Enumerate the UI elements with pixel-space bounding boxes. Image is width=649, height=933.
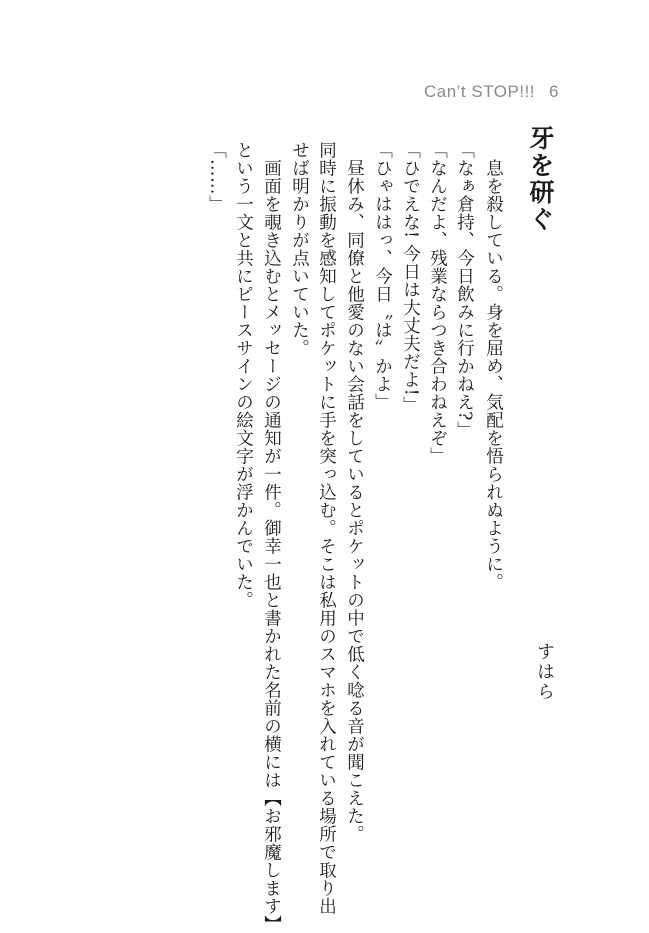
text-line: 「ひゃははっ、今日〝は〟かよ」 xyxy=(372,141,393,411)
page-number: 6 xyxy=(549,82,559,101)
text-line: 「ひでえな! 今日は大丈夫だよ!」 xyxy=(400,141,421,415)
story-title: 牙を研ぐ xyxy=(526,125,555,233)
running-title: Can’t STOP!!! xyxy=(423,82,536,101)
text-line: 「なぁ倉持、今日飲みに行かねえ?」 xyxy=(454,141,475,439)
text-line: 「……」 xyxy=(206,141,227,213)
text-line: 同時に振動を感知してポケットに手を突っ込む。そこは私用のスマホを入れている場所で取り出 xyxy=(316,141,337,915)
text-line: 「なんだよ、残業ならつき合わねえぞ」 xyxy=(427,141,448,465)
text-line: 昼休み、同僚と他愛のない会話をしているとポケットの中で低く唸る音が聞こえた。 xyxy=(344,141,365,843)
text-line: という一文と共にピースサインの絵文字が浮かんでいた。 xyxy=(233,141,254,609)
text-line: 画面を覗き込むとメッセージの通知が一件。御幸一也と書かれた名前の横には【お邪魔します】 xyxy=(261,141,282,933)
text-line: せば明かりが点いていた。 xyxy=(289,141,310,357)
running-header xyxy=(424,82,559,102)
text-line: 息を殺している。身を屈め、気配を悟られぬように。 xyxy=(483,141,504,591)
story-author: すはら xyxy=(534,642,555,702)
